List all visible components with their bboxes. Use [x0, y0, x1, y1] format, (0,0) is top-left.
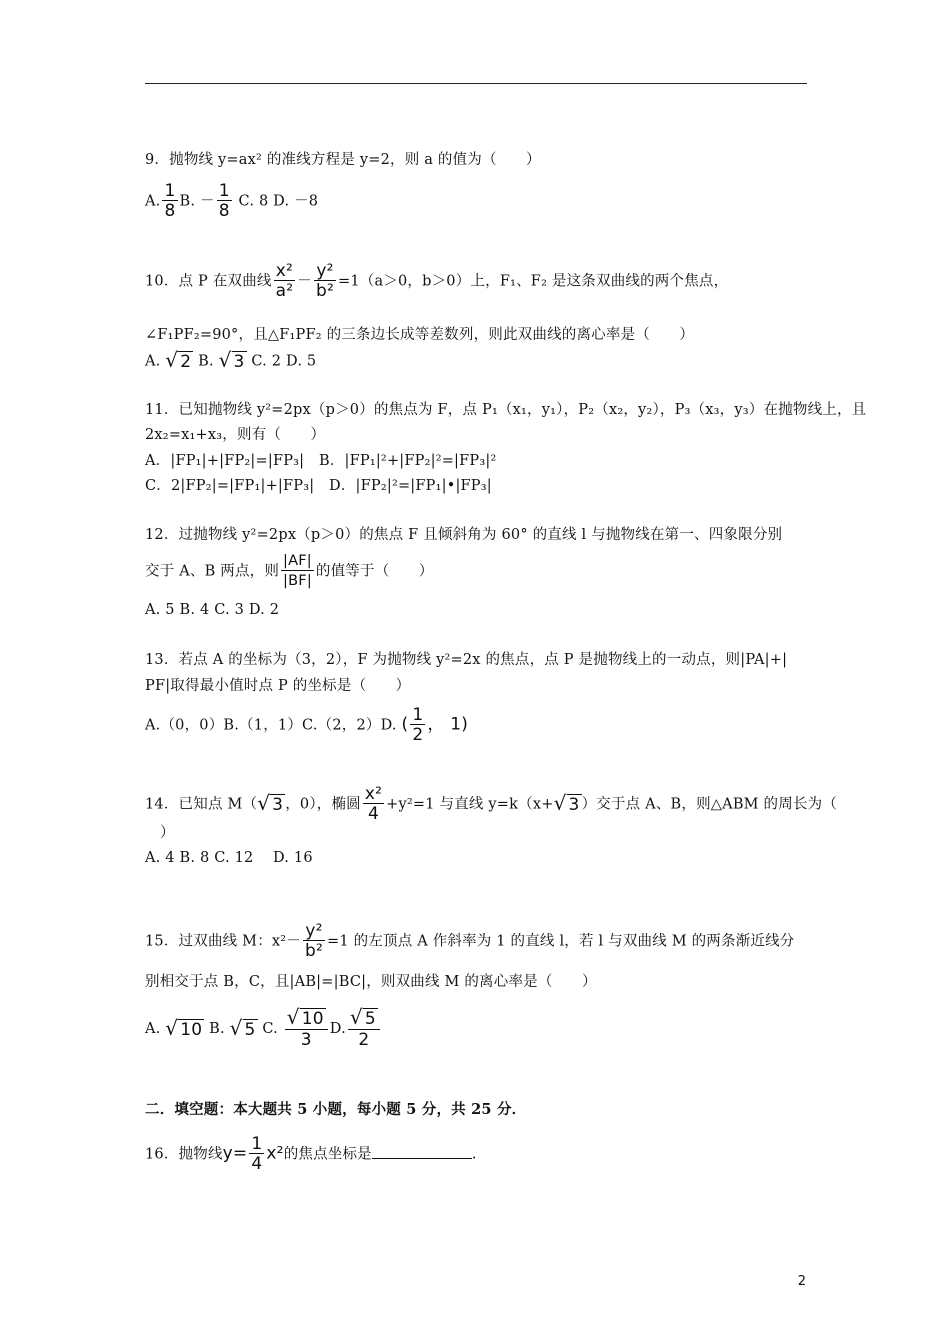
q12-line1: 12．过抛物线 y²=2px（p＞0）的焦点 F 且倾斜角为 60° 的直线 l 与抛物线在第一、四象限分别	[145, 527, 783, 543]
q10-options: A. √ 2 B. √ 3 C. 2 D. 5	[145, 348, 317, 372]
q15-frac: $\frac{\text{y²}}{\text{b²}}$	[305, 921, 324, 961]
q15-frac-c: $\frac{√ 10}{3}$	[285, 1008, 328, 1050]
q11-line2: 2x₂=x₁+x₃，则有（ ）	[145, 427, 326, 443]
q14-sqrt-2: √ 3	[553, 791, 580, 815]
q14-options: A. 4 B. 8 C. 12 D. 16	[145, 850, 313, 866]
q9-frac-a: $\frac{1}{8}$	[164, 181, 176, 221]
q12-frac: $\frac{|AF|}{|BF|}$	[283, 553, 312, 589]
q10-sqrt-b: √ 3	[218, 348, 245, 372]
q13-line2: PF|取得最小值时点 P 的坐标是（ ）	[145, 678, 411, 694]
q11-line3: A．|FP₁|+|FP₂|=|FP₃| B．|FP₁|²+|FP₂|²=|FP₃|²	[145, 453, 497, 469]
q10-line1: 10．点 P 在双曲线 $\frac{\text{x²}}{\text{a²}}$ － $\frac{\text{y²}}{\text{b²}}$ =1（a＞0，b＞0）上，F₁、F₂ 是这条双曲线的两个焦点，	[145, 261, 729, 301]
q9-opt-b: B.	[179, 193, 196, 210]
q10-line2: ∠F₁PF₂=90°，且△F₁PF₂ 的三条边长成等差数列，则此双曲线的离心率是（ ）	[145, 327, 695, 343]
q12-line2: 交于 A、B 两点，则 $\frac{|AF|}{|BF|}$ 的值等于（ ）	[145, 553, 434, 589]
q15-sqrt-b: √ 5	[229, 1015, 256, 1040]
q14-line2: ）	[160, 825, 175, 841]
section-2-title: 二．填空题：本大题共 5 小题，每小题 5 分，共 25 分．	[145, 1101, 527, 1118]
q13-options: A.（0，0）B.（1，1）C.（2，2）D. ( $\frac{1}{2}$ ， 1)	[145, 705, 469, 745]
q11-line4: C．2|FP₂|=|FP₁|+|FP₃| D．|FP₂|²=|FP₁|•|FP₃|	[145, 478, 492, 494]
header-rule	[145, 83, 807, 84]
q9-opt-a: A.	[145, 193, 161, 210]
q14-line1: 14．已知点 M（√ 3 ，0），椭圆 $\frac{\text{x²}}{4}$ +y²=1 与直线 y=k（x+√ 3 ）交于点 A、B，则△ABM 的周长为（	[145, 784, 838, 824]
q9-options: A. $\frac{1}{8}$ B. － $\frac{1}{8}$ C. 8 D. －8	[145, 181, 319, 221]
q13-line1: 13．若点 A 的坐标为（3，2），F 为抛物线 y²=2x 的焦点，点 P 是抛物线上的一动点，则|PA|+|	[145, 652, 788, 668]
page-number: 2	[797, 1274, 806, 1289]
q15-sqrt-a: √ 10	[165, 1015, 203, 1040]
q9-opt-cd: C. 8 D. －8	[238, 193, 319, 210]
q13-frac: $\frac{1}{2}$	[412, 705, 424, 745]
q14-frac: $\frac{\text{x²}}{4}$	[364, 784, 383, 824]
q14-sqrt-1: √ 3	[257, 791, 284, 815]
q10-frac-x: $\frac{\text{x²}}{\text{a²}}$	[275, 261, 294, 301]
q9-frac-b: $\frac{1}{8}$	[218, 181, 230, 221]
q15-line1: 15．过双曲线 M：x²－ $\frac{\text{y²}}{\text{b²}}$ =1 的左顶点 A 作斜率为 1 的直线 l，若 l 与双曲线 M 的两条渐近线分	[145, 921, 795, 961]
q10-frac-y: $\frac{\text{y²}}{\text{b²}}$	[315, 261, 334, 301]
q12-options: A. 5 B. 4 C. 3 D. 2	[145, 602, 280, 618]
q10-sqrt-a: √ 2	[165, 348, 192, 372]
q16-frac: $\frac{1}{4}$	[251, 1134, 263, 1174]
q9-stem: 9．抛物线 y=ax² 的准线方程是 y=2，则 a 的值为（ ）	[145, 152, 541, 168]
q11-line1: 11．已知抛物线 y²=2px（p＞0）的焦点为 F，点 P₁（x₁，y₁），P₂（x₂，y₂），P₃（x₃，y₃）在抛物线上，且	[145, 402, 867, 418]
q15-frac-d: $\frac{√ 5}{2}$	[348, 1008, 380, 1050]
q15-options: A. √ 10 B. √ 5 C. $\frac{√ 10}{3}$ D. $\frac{√ 5}{2}$	[145, 1008, 382, 1050]
q16-line: 16．抛物线y= $\frac{1}{4}$ x²的焦点坐标是 .	[145, 1134, 477, 1174]
q16-answer-blank[interactable]	[372, 1144, 472, 1159]
q15-line2: 别相交于点 B，C，且|AB|=|BC|，则双曲线 M 的离心率是（ ）	[145, 974, 597, 990]
